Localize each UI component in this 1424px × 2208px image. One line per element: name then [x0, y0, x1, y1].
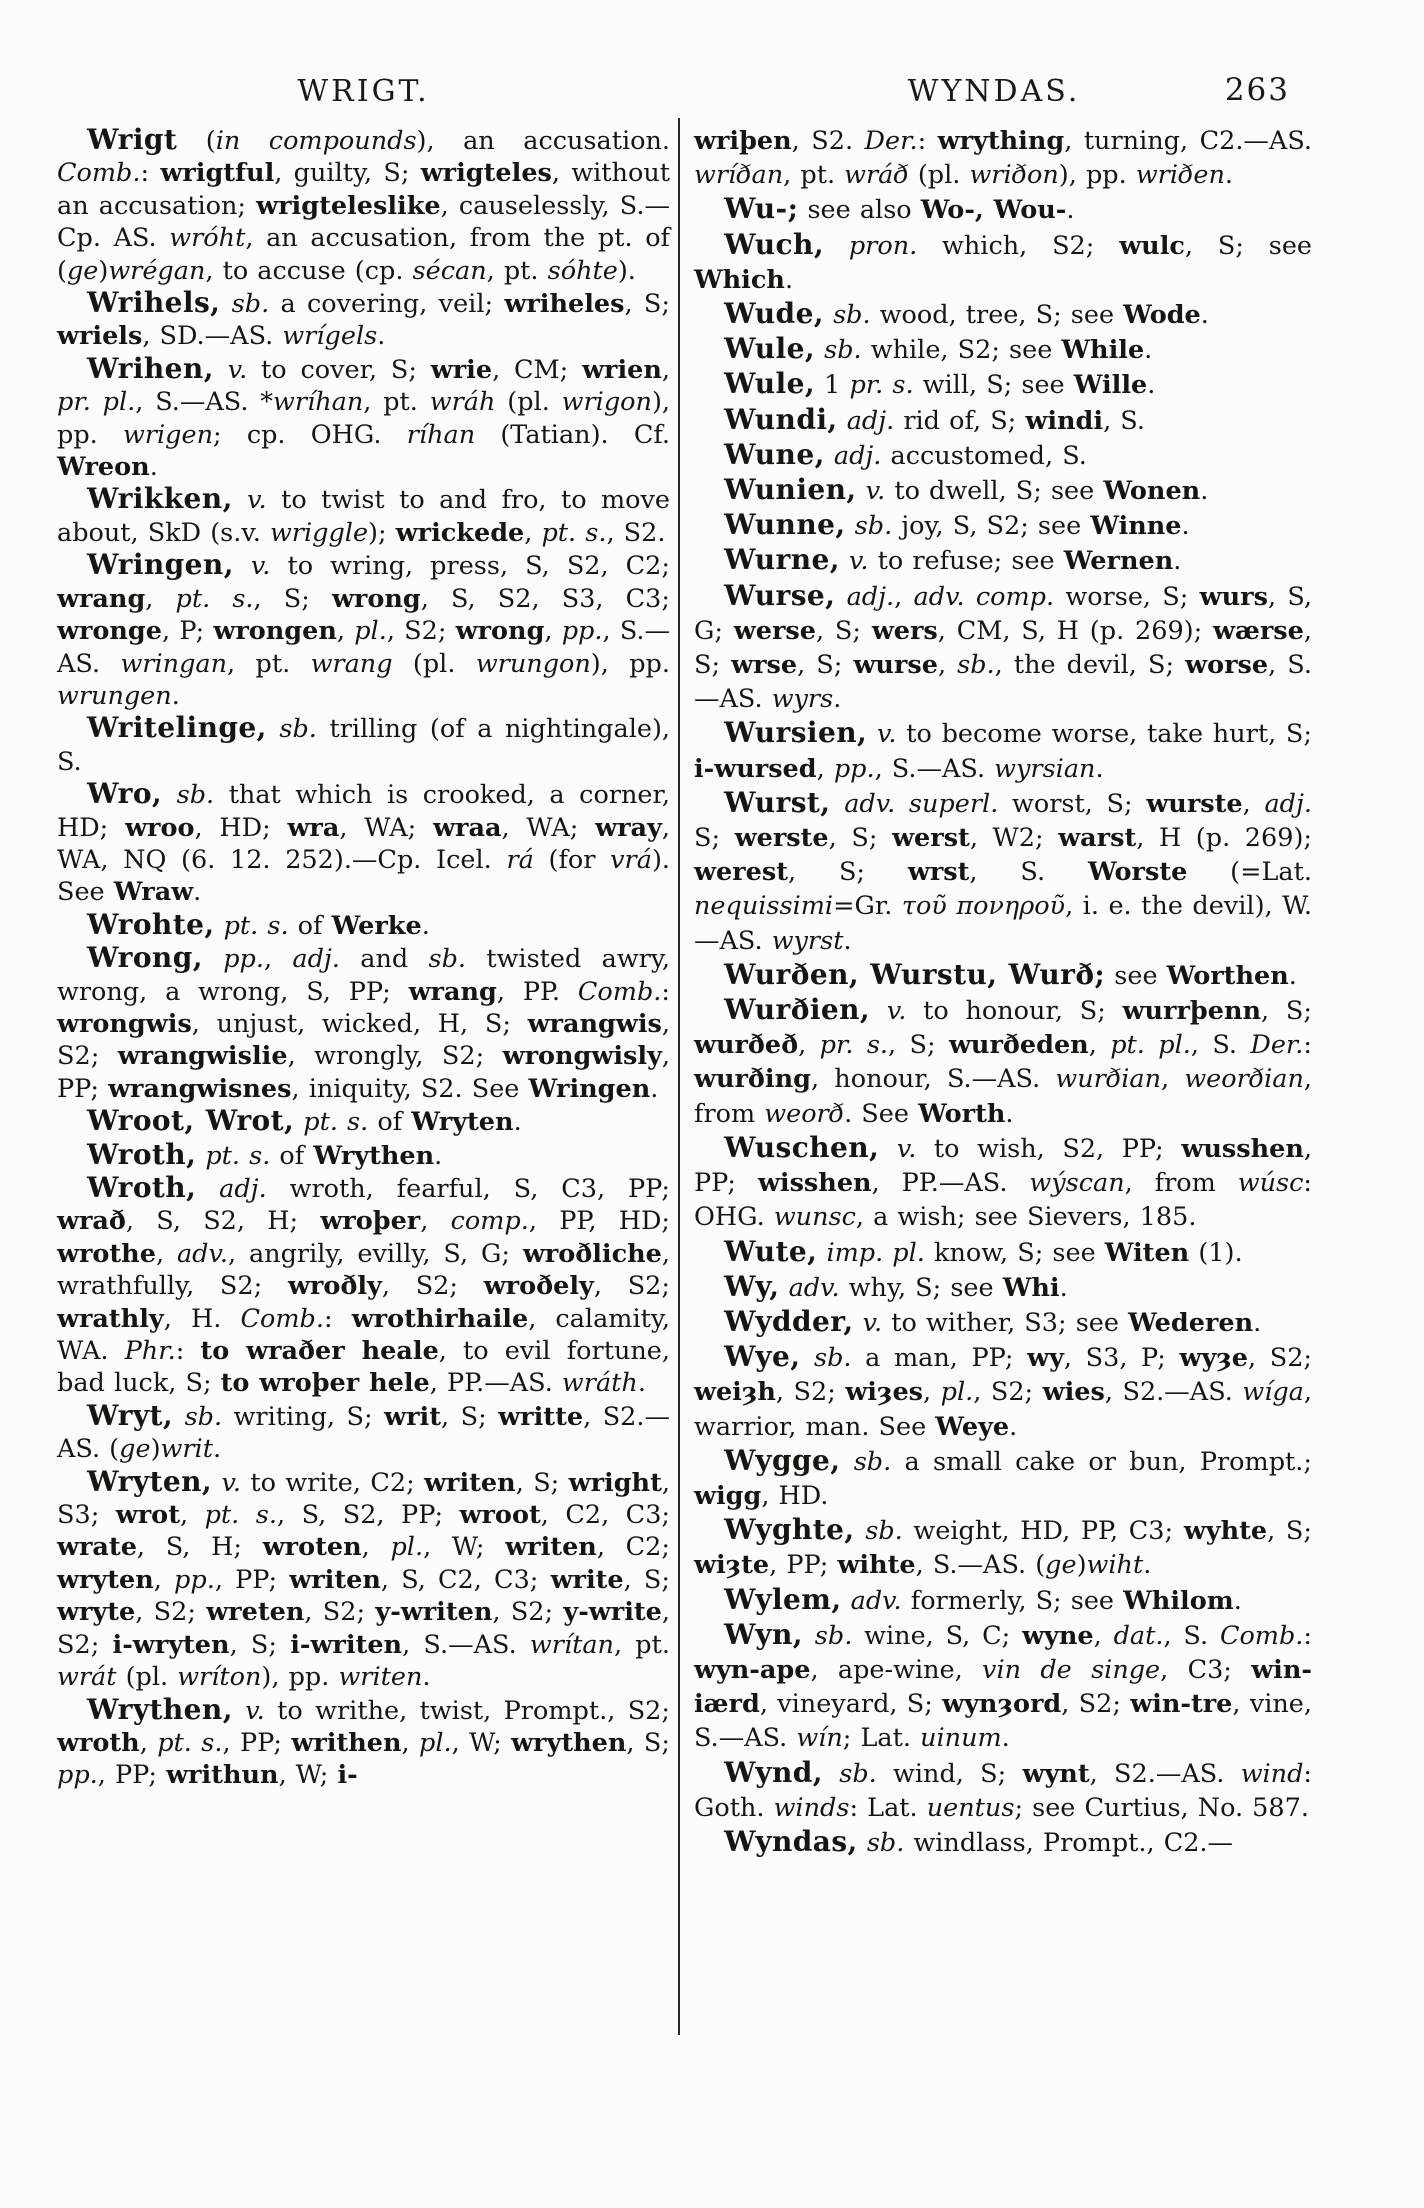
column-divider-rule	[678, 118, 680, 2035]
entry-wuschen: Wuschen, v. to wish, S2, PP; wusshen, PP; wisshen, PP.—AS. wýscan, from wúsc: OHG. wunsc, a wish; see Sievers, 185.	[694, 1130, 1312, 1233]
entry-wrihen: Wrihen, v. to cover, S; wrie, CM; wrien, pr. pl., S.—AS. *wríhan, pt. wráh (pl. wrigon), pp. wrigen; cp. OHG. ríhan (Tatian). Cf. Wreon.	[57, 351, 671, 483]
entry-wursien: Wursien, v. to become worse, take hurt, S; i-wursed, pp., S.—AS. wyrsian.	[694, 716, 1312, 784]
entry-wroth-adj: Wroth, adj. wroth, fearful, S, C3, PP; wrað, S, S2, H; wroþer, comp., PP, HD; wrothe, adv., angrily, evilly, S, G; wroðliche, wrathfully, S2; wroðly, S2; wroðely, S2; wrathly, H. Comb.: wrothirhaile, calamity, WA. Phr.: to wraðer heale, to evil fortune, bad luck, S; to wroþer hele, PP.—AS. wráth.	[57, 1171, 670, 1399]
entry-wu: Wu-; see also Wo-, Wou-.	[724, 192, 1075, 226]
entry-writhen-continuation: wriþen, S2. Der.: wrything, turning, C2.—AS. wríðan, pt. wráð (pl. wriðon), pp. wriðen.	[694, 126, 1313, 191]
entry-wurdhien: Wurðien, v. to honour, S; wurrþenn, S; wurðeð, pr. s., S; wurðeden, pt. pl., S. Der.: wurðing, honour, S.—AS. wurðian, weorðian, from weorð. See Worth.	[694, 993, 1313, 1129]
entry-wyndas: Wyndas, sb. windlass, Prompt., C2.—	[724, 1824, 1234, 1858]
entry-wundi: Wundi, adj. rid of, S; windi, S.	[724, 402, 1145, 436]
entry-wroth-pt: Wroth, pt. s. of Wrythen.	[87, 1137, 443, 1171]
entry-wuch: Wuch, pron. which, S2; wulc, S; see Which.	[694, 227, 1312, 295]
entry-wunne: Wunne, sb. joy, S, S2; see Winne.	[724, 508, 1190, 542]
entry-wrohte: Wrohte, pt. s. of Werke.	[87, 907, 430, 941]
entry-wule-pr: Wule, 1 pr. s. will, S; see Wille.	[724, 367, 1156, 401]
entry-wyghte: Wyghte, sb. weight, HD, PP, C3; wyhte, S; wiȝte, PP; wihte, S.—AS. (ge)wiht.	[694, 1513, 1312, 1581]
entry-wurst: Wurst, adv. superl. worst, S; wurste, adj. S; werste, S; werst, W2; warst, H (p. 269); werest, S; wrst, S. Worste (=Lat. nequissimi=Gr. τοῦ πονηροῦ, i. e. the devil), W.—AS. wyrst.	[694, 785, 1313, 956]
entry-wydder: Wydder, v. to wither, S3; see Wederen.	[724, 1304, 1262, 1338]
entry-wurdhen: Wurðen, Wurstu, Wurð; see Worthen.	[724, 957, 1297, 991]
entry-wygge: Wygge, sb. a small cake or bun, Prompt.; wigg, HD.	[694, 1443, 1312, 1511]
entry-wyn: Wyn, sb. wine, S, C; wyne, dat., S. Comb.: wyn-ape, ape-wine, vin de singe, C3; win-iærd, vineyard, S; wynȝord, S2; win-tre, vine, S.—AS. wín; Lat. uinum.	[694, 1617, 1313, 1754]
entry-wrythen: Wrythen, v. to writhe, twist, Prompt., S2; wroth, pt. s., PP; writhen, pl., W; wrythen, S; pp., PP; writhun, W; i-	[57, 1692, 670, 1791]
entry-wringen: Wringen, v. to wring, press, S, S2, C2; wrang, pt. s., S; wrong, S, S2, S3, C3; wronge, P; wrongen, pl., S2; wrong, pp., S.—AS. wringan, pt. wrang (pl. wrungon), pp. wrungen.	[57, 548, 670, 711]
entry-wurne: Wurne, v. to refuse; see Wernen.	[724, 543, 1182, 577]
entry-writelinge: Writelinge, sb. trilling (of a nightingale), S.	[57, 711, 670, 777]
entry-wrihels: Wrihels, sb. a covering, veil; wriheles, S; wriels, SD.—AS. wrígels.	[57, 286, 670, 352]
entry-wynd: Wynd, sb. wind, S; wynt, S2.—AS. wind: Goth. winds: Lat. uentus; see Curtius, No. 587.	[694, 1755, 1313, 1823]
entry-wunien: Wunien, v. to dwell, S; see Wonen.	[724, 473, 1209, 507]
running-head-right: WYNDAS.	[907, 74, 1081, 109]
entry-wryt: Wryt, sb. writing, S; writ, S; writte, S2.—AS. (ge)writ.	[57, 1398, 671, 1465]
entry-wrikken: Wrikken, v. to twist to and fro, to move about, SkD (s.v. wriggle); wrickede, pt. s., S2.	[57, 482, 670, 548]
entry-wurse: Wurse, adj., adv. comp. worse, S; wurs, S, G; werse, S; wers, CM, S, H (p. 269); wærse, S; wrse, S; wurse, sb., the devil, S; worse, S.—AS. wyrs.	[694, 578, 1312, 715]
right-column	[694, 124, 1312, 1860]
entry-wrong: Wrong, pp., adj. and sb. twisted awry, wrong, a wrong, S, PP; wrang, PP. Comb.: wrongwis, unjust, wicked, H, S; wrangwis, S2; wrangwislie, wrongly, S2; wrongwisly, PP; wrangwisnes, iniquity, S2. See Wringen.	[57, 941, 670, 1104]
entry-wylem: Wylem, adv. formerly, S; see Whilom.	[724, 1582, 1242, 1616]
left-column	[57, 124, 670, 1792]
entry-wroot-wrot: Wroot, Wrot, pt. s. of Wryten.	[87, 1104, 522, 1138]
entry-wro: Wro, sb. that which is crooked, a corner, HD; wroo, HD; wra, WA; wraa, WA; wray, WA, NQ (6. 12. 252).—Cp. Icel. rá (for vrá). See Wraw.	[57, 777, 671, 908]
entry-wye: Wye, sb. a man, PP; wy, S3, P; wyȝe, S2; weiȝh, S2; wiȝes, pl., S2; wies, S2.—AS. wíga, warrior, man. See Weye.	[694, 1340, 1313, 1442]
entry-wule-sb: Wule, sb. while, S2; see While.	[724, 332, 1153, 366]
page-number: 263	[1224, 72, 1290, 108]
entry-wute: Wute, imp. pl. know, S; see Witen (1).	[724, 1234, 1243, 1268]
entry-wude: Wude, sb. wood, tree, S; see Wode.	[724, 297, 1209, 331]
running-head-left: WRIGT.	[297, 74, 430, 109]
entry-wune: Wune, adj. accustomed, S.	[724, 437, 1087, 471]
entry-wryten: Wryten, v. to write, C2; writen, S; wright, S3; wrot, pt. s., S, S2, PP; wroot, C2, C3; wrate, S, H; wroten, pl., W; writen, C2; wryten, pp., PP; writen, S, C2, C3; write, S; wryte, S2; wreten, S2; y-writen, S2; y-write, S2; i-wryten, S; i-writen, S.—AS. wrítan, pt. wrát (pl. wríton), pp. writen.	[57, 1464, 671, 1693]
entry-wrigt: Wrigt (in compounds), an accusation. Comb.: wrigtful, guilty, S; wrigteles, without an accusation; wrigteleslike, causelessly, S.—Cp. AS. wróht, an accusation, from the pt. of (ge)wrégan, to accuse (cp. sécan, pt. sóhte).	[57, 123, 670, 286]
entry-wy: Wy, adv. why, S; see Whi.	[724, 1269, 1068, 1303]
